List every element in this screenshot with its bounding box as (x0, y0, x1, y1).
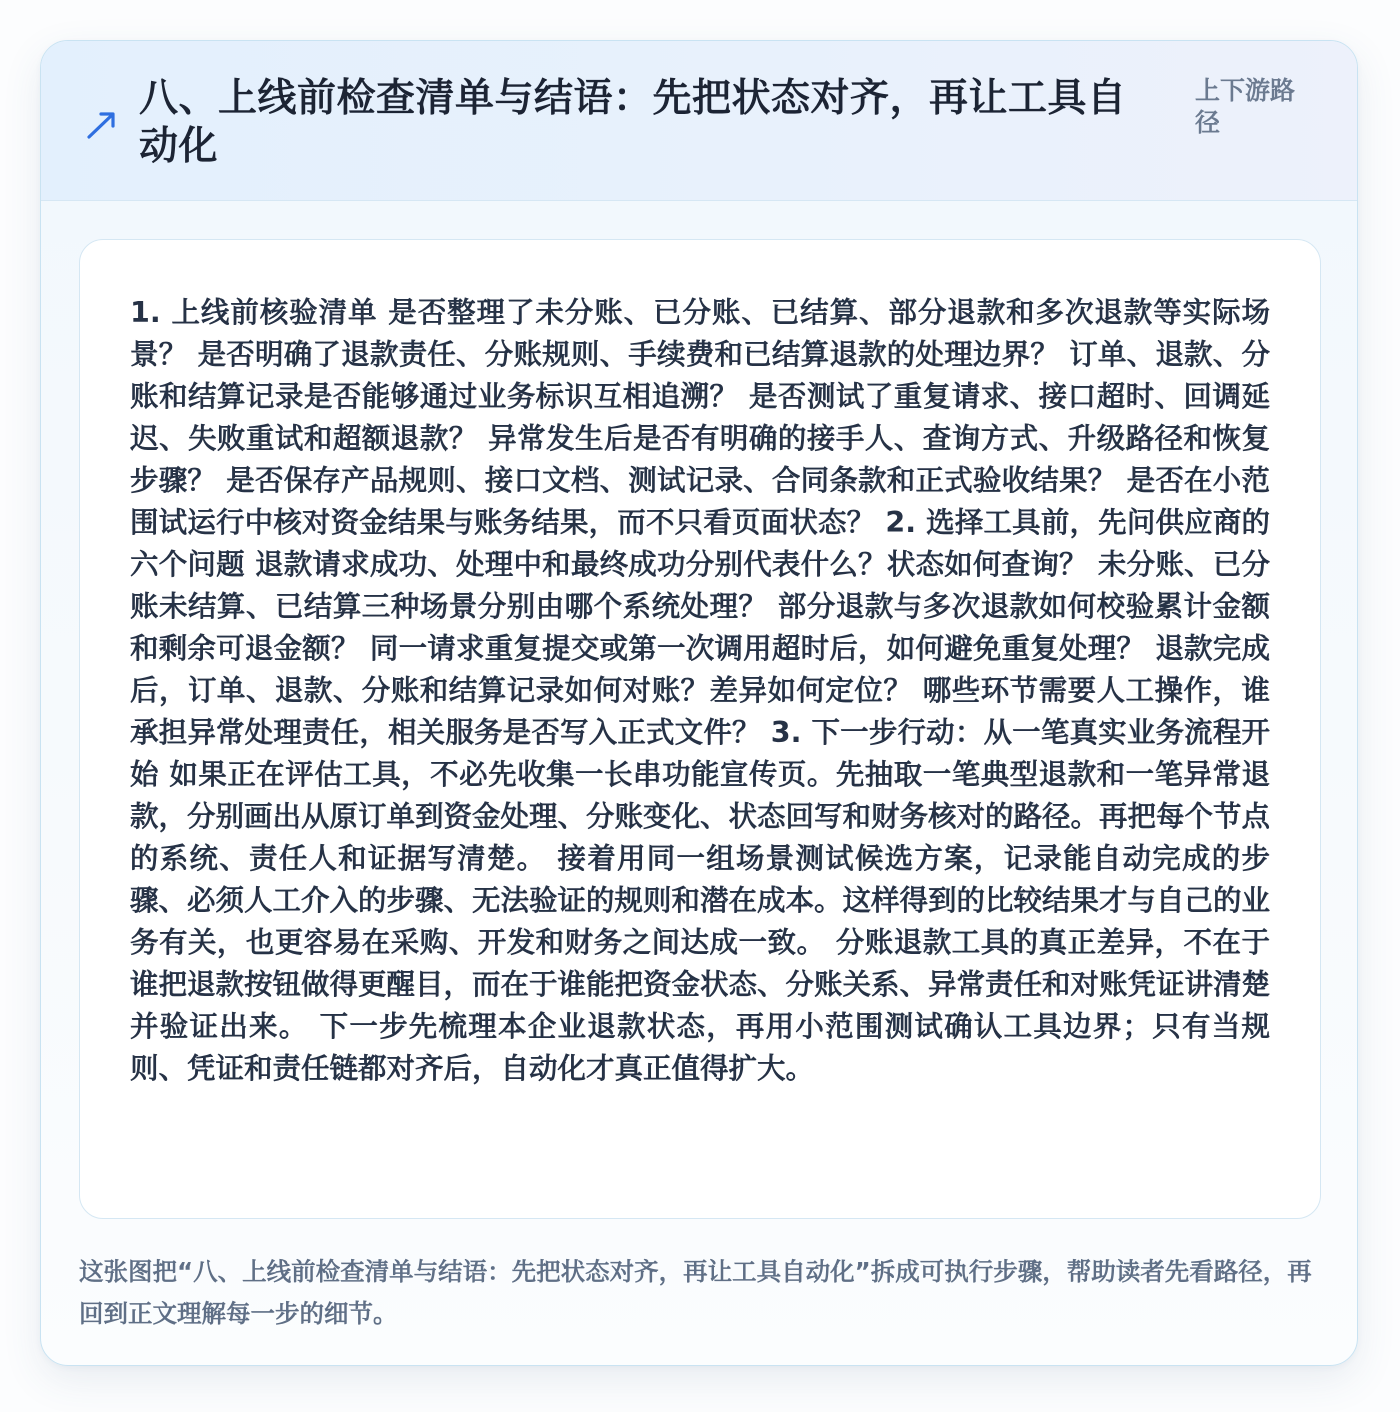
content-panel (79, 239, 1321, 1219)
trend-arrow-icon (85, 107, 119, 141)
figure-card (40, 40, 1358, 1366)
section-title: 八、上线前检查清单与结语：先把状态对齐，再让工具自动化 (139, 76, 1127, 169)
figure-caption: 这张图把“八、上线前检查清单与结语：先把状态对齐，再让工具自动化”拆成可执行步骤，帮助读者先看路径，再回到正文理解每一步的细节。 (79, 1257, 1312, 1328)
card-header (41, 41, 1357, 201)
checklist-text: 1. 上线前核验清单 是否整理了未分账、已分账、已结算、部分退款和多次退款等实际场景？ 是否明确了退款责任、分账规则、手续费和已结算退款的处理边界？ 订单、退款、分账和结算记录是否能够通过业务标识互相追溯？ 是否测试了重复请求、接口超时、回调延迟、失败重试和超额退款？ 异常发生后是否有明确的接手人、查询方式、升级路径和恢复步骤？ 是否保存产品规则、接口文档、测试记录、合同条款和正式验收结果？ 是否在小范围试运行中核对资金结果与账务结果，而不只看页面状态？ 2. 选择工具前，先问供应商的六个问题 退款请求成功、处理中和最终成功分别代表什么？状态如何查询？ 未分账、已分账未结算、已结算三种场景分别由哪个系统处理？ 部分退款与多次退款如何校验累计金额和剩余可退金额？ 同一请求重复提交或第一次调用超时后，如何避免重复处理？ 退款完成后，订单、退款、分账和结算记录如何对账？差异如何定位？ 哪些环节需要人工操作，谁承担异常处理责任，相关服务是否写入正式文件？ 3. 下一步行动：从一笔真实业务流程开始 如果正在评估工具，不必先收集一长串功能宣传页。先抽取一笔典型退款和一笔异常退款，分别画出从原订单到资金处理、分账变化、状态回写和财务核对的路径。再把每个节点的系统、责任人和证据写清楚。 接着用同一组场景测试候选方案，记录能自动完成的步骤、必须人工介入的步骤、无法验证的规则和潜在成本。这样得到的比较结果才与自己的业务有关，也更容易在采购、开发和财务之间达成一致。 分账退款工具的真正差异，不在于谁把退款按钮做得更醒目，而在于谁能把资金状态、分账关系、异常责任和对账凭证讲清楚并验证出来。 下一步先梳理本企业退款状态，再用小范围测试确认工具边界；只有当规则、凭证和责任链都对齐后，自动化才真正值得扩大。 (130, 296, 1271, 1085)
section-tag: 上下游路径 (1195, 76, 1296, 137)
